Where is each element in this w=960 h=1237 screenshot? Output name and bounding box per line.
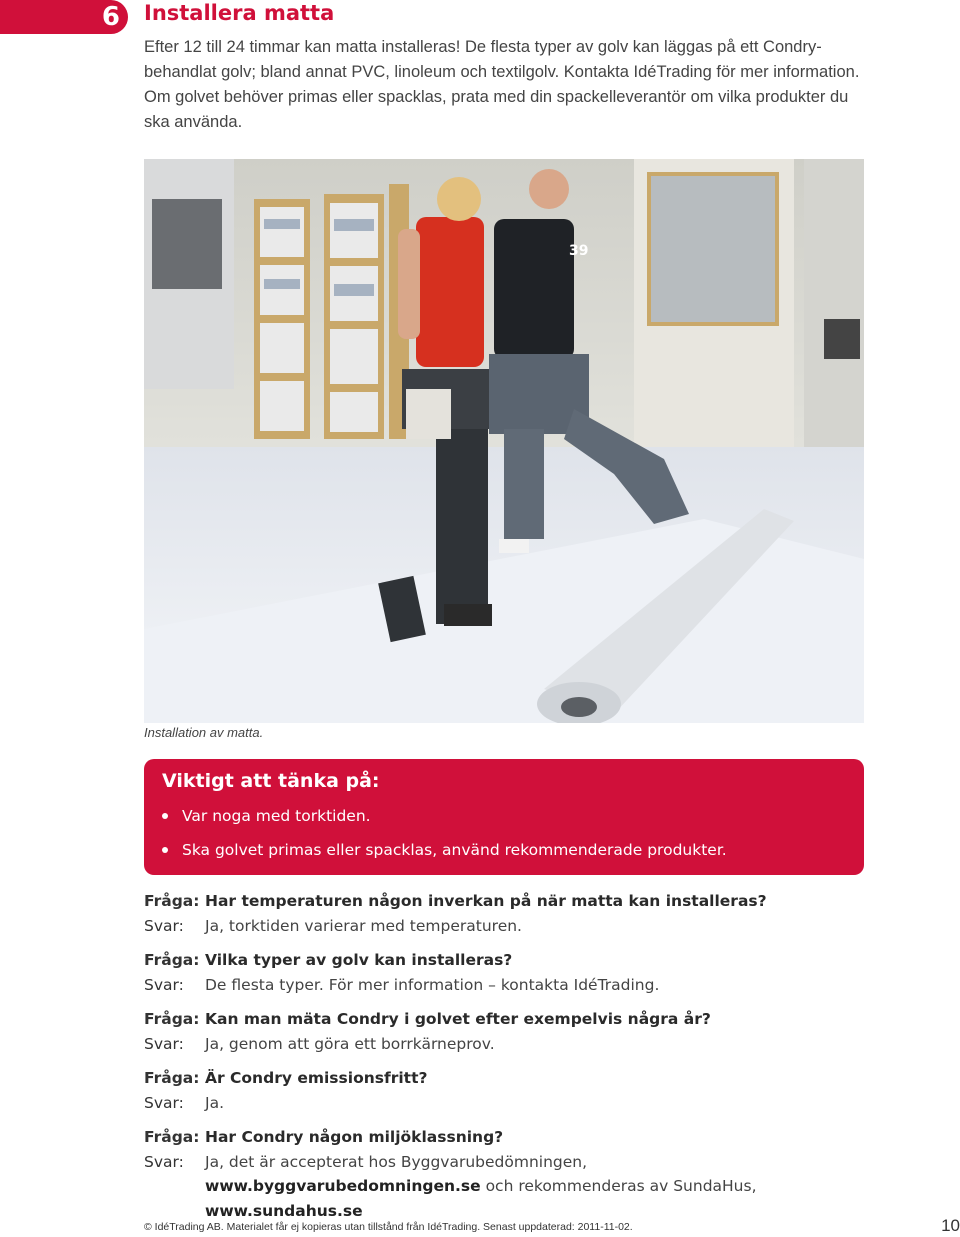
page-number: 10 xyxy=(941,1216,960,1235)
important-callout xyxy=(144,759,864,875)
faq-item xyxy=(144,948,864,997)
faq-item xyxy=(144,1125,864,1223)
question-label: Fråga: xyxy=(144,1069,200,1087)
copyright-footer: © IdéTrading AB. Materialet får ej kopieras utan tillstånd från IdéTrading. Senast uppdaterad: 2011-11-02. xyxy=(144,1221,633,1233)
faq-answer xyxy=(144,973,864,998)
answer-text xyxy=(205,1150,864,1224)
step-badge xyxy=(0,0,128,34)
faq-answer xyxy=(144,914,864,939)
callout-item xyxy=(162,806,727,826)
question-text: Kan man mäta Condry i golvet efter exempelvis några år? xyxy=(205,1010,711,1028)
faq-question xyxy=(144,948,864,973)
answer-text-part: och rekommenderas av SundaHus, xyxy=(480,1177,757,1195)
faq-answer xyxy=(144,1032,864,1057)
faq-item xyxy=(144,1066,864,1115)
answer-text-part: Ja, det är accepterat hos Byggvarubedömningen, xyxy=(205,1152,588,1171)
faq-answer xyxy=(144,1091,864,1116)
answer-text: Ja, torktiden varierar med temperaturen. xyxy=(205,916,522,935)
question-label: Fråga: xyxy=(144,892,200,910)
question-text: Vilka typer av golv kan installeras? xyxy=(205,951,513,969)
faq-item xyxy=(144,1007,864,1056)
answer-text: De flesta typer. För mer information – kontakta IdéTrading. xyxy=(205,975,660,994)
callout-item xyxy=(162,840,727,860)
question-label: Fråga: xyxy=(144,1128,200,1146)
answer-text: Ja. xyxy=(205,1093,224,1112)
question-label: Fråga: xyxy=(144,1010,200,1028)
answer-label: Svar: xyxy=(144,916,184,935)
bullet-icon xyxy=(162,813,168,819)
callout-title: Viktigt att tänka på: xyxy=(162,770,380,792)
answer-text: Ja, genom att göra ett borrkärneprov. xyxy=(205,1034,495,1053)
faq-question xyxy=(144,1125,864,1150)
intro-paragraph: Efter 12 till 24 timmar kan matta installeras! De flesta typer av golv kan läggas på ett Condry-behandlat golv; bland annat PVC, linoleum och textilgolv. Kontakta IdéTrading för mer information. Om golvet behöver primas eller spacklas, prata med din spackelleverantör om vilka produkter du ska använda. xyxy=(144,38,860,131)
faq-question xyxy=(144,1066,864,1091)
faq-section xyxy=(144,889,864,1233)
callout-item-text: Ska golvet primas eller spacklas, använd rekommenderade produkter. xyxy=(182,841,727,859)
sundahus-link[interactable]: www.sundahus.se xyxy=(205,1201,363,1220)
faq-question xyxy=(144,1007,864,1032)
question-text: Har Condry någon miljöklassning? xyxy=(205,1128,504,1146)
callout-list xyxy=(162,806,727,874)
faq-question xyxy=(144,889,864,914)
question-label: Fråga: xyxy=(144,951,200,969)
photo-caption: Installation av matta. xyxy=(144,725,264,740)
installation-photo xyxy=(144,159,864,723)
step-number: 6 xyxy=(101,2,120,32)
answer-label: Svar: xyxy=(144,1152,184,1171)
answer-label: Svar: xyxy=(144,1093,184,1112)
shirt-number: 39 xyxy=(569,243,589,259)
page-title: Installera matta xyxy=(144,1,335,25)
answer-label: Svar: xyxy=(144,1034,184,1053)
faq-answer xyxy=(144,1150,864,1224)
question-text: Har temperaturen någon inverkan på när matta kan installeras? xyxy=(205,892,767,910)
byggvarubedomningen-link[interactable]: www.byggvarubedomningen.se xyxy=(205,1177,481,1195)
question-text: Är Condry emissionsfritt? xyxy=(205,1069,428,1087)
answer-label: Svar: xyxy=(144,975,184,994)
bullet-icon xyxy=(162,847,168,853)
callout-item-text: Var noga med torktiden. xyxy=(182,807,371,825)
faq-item xyxy=(144,889,864,938)
